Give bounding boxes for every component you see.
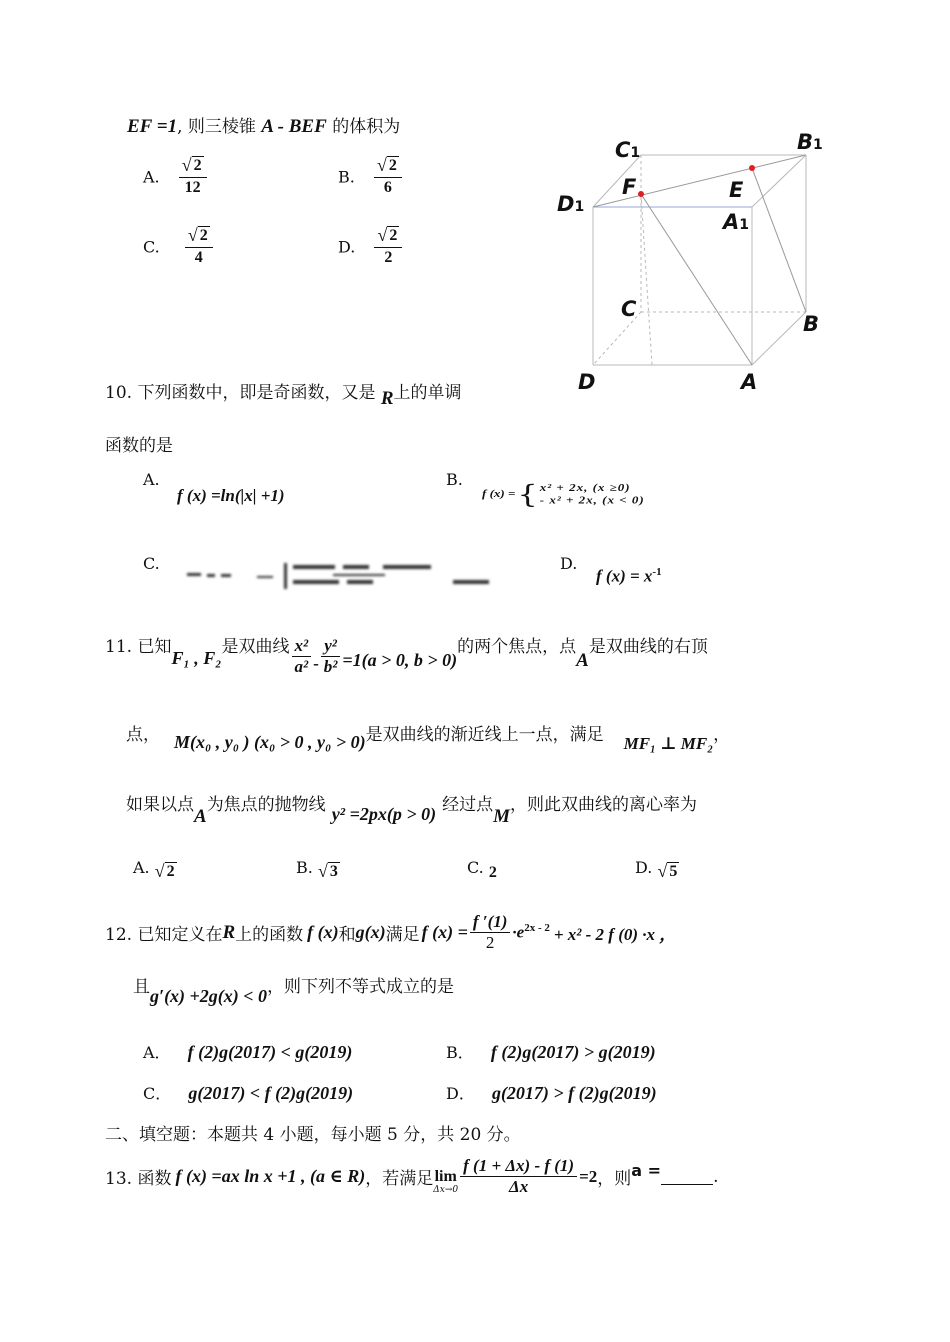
- point-f: [638, 191, 644, 197]
- label-a1: A1: [723, 210, 750, 234]
- label-f: F: [622, 175, 637, 199]
- q9-option-a[interactable]: [143, 156, 209, 198]
- q10-option-a[interactable]: [143, 470, 285, 505]
- label-b1: B1: [797, 130, 823, 154]
- illegible-formula-image: [183, 560, 493, 592]
- perpendicular-condition: MF₁ ⊥ MF₂: [623, 734, 714, 753]
- option-label: C.: [143, 554, 160, 573]
- fraction: √ 2 12: [179, 156, 207, 198]
- q9-ef-condition: EF =1: [127, 116, 178, 137]
- section-heading: 二、填空题：本题共 4 小题，每小题 5 分，共 20 分。: [105, 1125, 521, 1145]
- label-e: E: [729, 178, 744, 202]
- difference-quotient: $\frac{f (1 + \Delta x) - f (1)}{\Delta x}$: [460, 1156, 577, 1197]
- edge-fb-hidden: [641, 194, 652, 365]
- q12-option-c[interactable]: C． g(2017) < f (2)g(2019): [143, 1083, 354, 1103]
- q12-line1: 12. 已知定义在 R 上的函数 f (x) 和 g(x) 满足 f (x) = $\frac{f '(1)}{2}$ $\cdot e^{2x - 2}$ + x² - 2 f (0) ·x ，: [105, 912, 677, 952]
- option-label: D.: [560, 554, 578, 573]
- option-label: D.: [338, 237, 356, 257]
- q9-text: , 则三棱锥: [177, 117, 256, 137]
- fraction: √ 2 6: [374, 156, 402, 198]
- q11-option-b[interactable]: B. √ 3: [296, 858, 338, 881]
- option-label: A.: [143, 167, 160, 187]
- point-e: [749, 165, 755, 171]
- q12-option-a[interactable]: A． f (2)g(2017) < g(2019): [143, 1042, 353, 1062]
- label-b: B: [803, 312, 820, 336]
- label-d1: D1: [557, 192, 585, 216]
- q11-option-c[interactable]: C. 2: [467, 858, 497, 881]
- q11-option-a[interactable]: A. √ 2: [133, 858, 175, 881]
- label-c1: C1: [615, 138, 641, 162]
- q10-stem: 10. 下列函数中，即是奇函数，又是 R上的单调: [105, 383, 462, 409]
- option-label: C.: [143, 237, 160, 257]
- point-a: A: [576, 650, 589, 671]
- q9-option-d[interactable]: [338, 226, 404, 268]
- fraction-y2-b2: $\frac{\text{y²}}{\text{b²}}$: [321, 636, 341, 677]
- foci: F₁ , F₂: [171, 648, 222, 668]
- cube-figure: [550, 125, 840, 400]
- piecewise-function: f (x) = { x² + 2x, (x ≥0) - x² + 2x, (x < 0): [482, 478, 645, 510]
- set-r: R: [380, 388, 394, 409]
- label-c: C: [621, 297, 637, 321]
- q13-line: 13. 函数 f (x) =ax ln x +1 , (a ∈ R) ，若满足 lim Δx→0 $\frac{f (1 + \Delta x) - f (1)}{\Delta x}$ =2 ，则 a = .: [105, 1156, 719, 1196]
- label-a: A: [741, 370, 758, 394]
- q9-stem: [127, 112, 400, 138]
- q10-stem-line2: 函数的是: [105, 436, 173, 456]
- q12-option-d[interactable]: D． g(2017) > f (2)g(2019): [446, 1083, 657, 1103]
- q12-line2: 且 g′(x) +2g(x) < 0 ，则下列不等式成立的是: [133, 977, 455, 1006]
- q12-option-b[interactable]: B． f (2)g(2017) > g(2019): [446, 1042, 656, 1062]
- q10-option-b[interactable]: [446, 470, 645, 510]
- parabola: y² =2px(p > 0): [331, 804, 437, 824]
- answer-blank[interactable]: [661, 1168, 713, 1185]
- option-label: A.: [143, 470, 160, 489]
- q11-line1: 11. 已知 F₁ , F₂ 是双曲线 $\frac{\text{x²}}{\text{a²}}$ - $\frac{\text{y²}}{\text{b²}}$ =1(a > 0, b > 0) 的两个焦点，点 A 是双曲线的右顶: [105, 636, 708, 676]
- hyperbola-condition: =1(a > 0, b > 0): [342, 650, 458, 670]
- option-expression: f $(x) = x^{-1}$: [596, 566, 662, 586]
- q10-option-d[interactable]: [560, 554, 662, 586]
- fraction-x2-a2: $\frac{\text{x²}}{\text{a²}}$: [292, 636, 312, 677]
- brace: {: [517, 478, 538, 510]
- option-expression: f (x) =ln(|x| +1): [177, 486, 285, 505]
- function-expression: f (x) =ax ln x +1 , (a ∈ R): [175, 1166, 366, 1186]
- fraction: √ 2 4: [185, 226, 213, 268]
- q11-option-d[interactable]: D. √ 5: [635, 858, 678, 881]
- edge-ab: [752, 312, 806, 365]
- q11-line3: 如果以点 A 为焦点的抛物线 y² =2px(p > 0) 经过点 M ，则此双曲线的离心率为: [126, 795, 697, 827]
- edge-a1b1: [752, 155, 806, 207]
- edge-eb: [752, 168, 806, 312]
- q9-tail: 的体积为: [332, 117, 401, 137]
- q11-line2: 点， M(x₀ , y₀ ) (x₀ > 0 , y₀ > 0) 是双曲线的渐近线上一点，满足 MF₁ ⊥ MF₂ ，: [126, 725, 731, 753]
- point-m: M(x₀ , y₀ ) (x₀ > 0 , y₀ > 0): [174, 732, 366, 752]
- option-label: B.: [338, 167, 355, 187]
- q9-option-c[interactable]: [143, 226, 215, 268]
- limit-operator: lim Δx→0: [433, 1167, 459, 1195]
- q9-option-b[interactable]: [338, 156, 404, 198]
- q10-option-c[interactable]: [143, 554, 160, 573]
- option-label: B.: [446, 470, 463, 489]
- fraction-f-prime: $\frac{f '(1)}{2}$: [470, 912, 511, 953]
- fraction: √ 2 2: [374, 226, 402, 268]
- label-d: D: [578, 370, 596, 394]
- q9-tetrahedron: A - BEF: [261, 116, 327, 137]
